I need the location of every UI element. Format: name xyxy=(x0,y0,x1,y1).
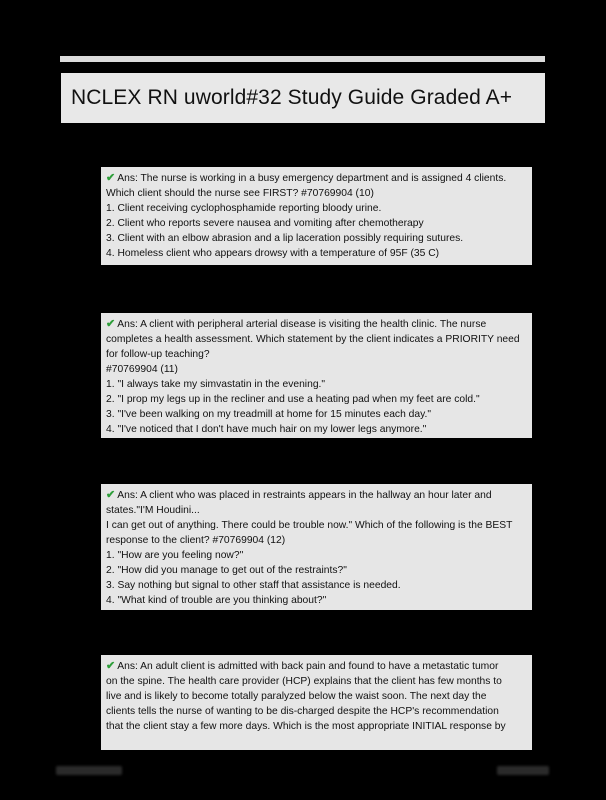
question-line: Which client should the nurse see FIRST? #70769904 (10) xyxy=(106,188,374,199)
question-line: ✔ Ans: An adult client is admitted with back pain and found to have a metastatic tumor xyxy=(106,660,499,672)
top-rule xyxy=(60,56,545,62)
question-line: ✔ Ans: The nurse is working in a busy emergency department and is assigned 4 clients. xyxy=(106,172,507,184)
option-line: 3. Client with an elbow abrasion and a lip laceration possibly requiring sutures. xyxy=(106,233,464,244)
question-line: states."I'M Houdini... xyxy=(106,505,200,516)
question-box xyxy=(101,313,532,438)
question-line: live and is likely to become totally paralyzed below the waist soon. The next day the xyxy=(106,691,487,702)
option-line: 3. Say nothing but signal to other staff that assistance is needed. xyxy=(106,580,401,591)
option-line: 1. "How are you feeling now?" xyxy=(106,550,244,561)
check-icon: ✔ xyxy=(106,660,116,672)
option-line: 2. Client who reports severe nausea and vomiting after chemotherapy xyxy=(106,218,424,229)
option-line: 2. "I prop my legs up in the recliner and use a heating pad when my feet are cold." xyxy=(106,394,480,405)
question-line: for follow-up teaching? xyxy=(106,349,210,360)
question-box xyxy=(101,655,532,750)
check-icon: ✔ xyxy=(106,489,116,501)
title-box xyxy=(61,73,545,123)
check-icon: ✔ xyxy=(106,172,116,184)
question-line: clients tells the nurse of wanting to be dis-charged despite the HCP's recommendation xyxy=(106,706,499,717)
question-line: that the client stay a few more days. Which is the most appropriate INITIAL response by xyxy=(106,721,506,732)
question-line: ✔ Ans: A client who was placed in restraints appears in the hallway an hour later and xyxy=(106,489,492,501)
check-icon: ✔ xyxy=(106,318,116,330)
option-line: 1. "I always take my simvastatin in the evening." xyxy=(106,379,326,390)
question-line: on the spine. The health care provider (HCP) explains that the client has few months to xyxy=(106,676,502,687)
question-line: I can get out of anything. There could be trouble now." Which of the following is the BEST xyxy=(106,520,513,531)
option-line: 4. "I've noticed that I don't have much hair on my lower legs anymore." xyxy=(106,424,427,435)
question-line: ✔ Ans: A client with peripheral arterial disease is visiting the health clinic. The nurse xyxy=(106,318,487,330)
option-line: 4. Homeless client who appears drowsy with a temperature of 95F (35 C) xyxy=(106,248,440,259)
question-line: #70769904 (11) xyxy=(106,364,178,375)
question-line: completes a health assessment. Which statement by the client indicates a PRIORITY need xyxy=(106,334,520,345)
option-line: 4. "What kind of trouble are you thinking about?" xyxy=(106,595,327,606)
question-box xyxy=(101,167,532,265)
option-line: 1. Client receiving cyclophosphamide reporting bloody urine. xyxy=(106,203,382,214)
question-line: response to the client? #70769904 (12) xyxy=(106,535,286,546)
footer-watermark-left xyxy=(56,766,122,775)
option-line: 2. "How did you manage to get out of the restraints?" xyxy=(106,565,347,576)
document-title: NCLEX RN uworld#32 Study Guide Graded A+ xyxy=(71,86,513,109)
option-line: 3. "I've been walking on my treadmill at home for 15 minutes each day." xyxy=(106,409,432,420)
question-box xyxy=(101,484,532,610)
footer-page-number xyxy=(497,766,549,775)
